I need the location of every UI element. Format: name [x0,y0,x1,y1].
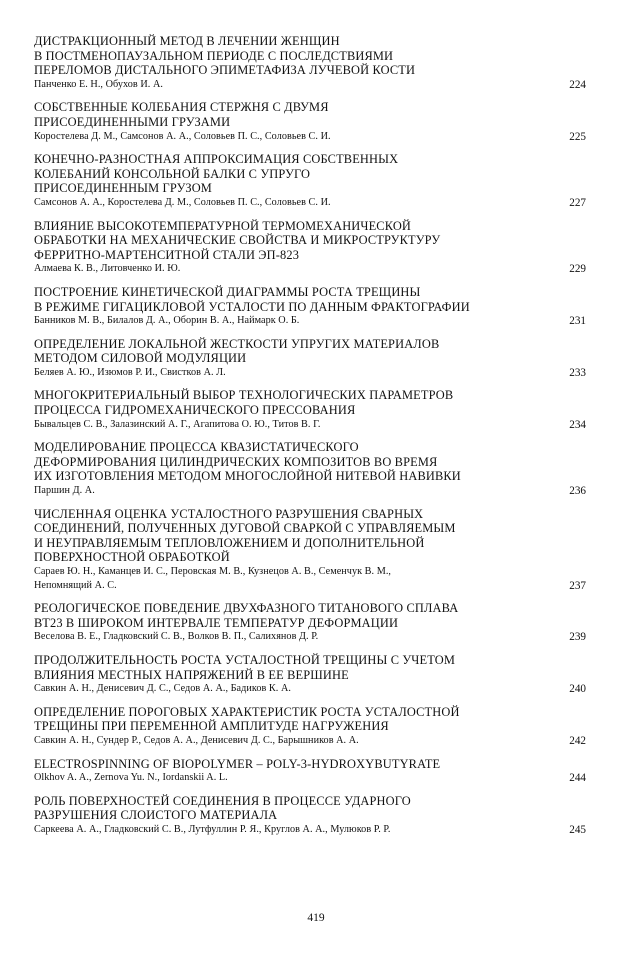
toc-entry[interactable] [34,337,586,380]
toc-entry-page-number: 237 [569,579,586,592]
toc-entry-title-line: ЧИСЛЕННАЯ ОЦЕНКА УСТАЛОСТНОГО РАЗРУШЕНИЯ СВАРНЫХ [34,506,424,521]
toc-entry-title-line: ПРОДОЛЖИТЕЛЬНОСТЬ РОСТА УСТАЛОСТНОЙ ТРЕЩИНЫ С УЧЕТОМ [34,652,456,667]
toc-entry-authors: Паршин Д. А. [34,485,95,497]
toc-entry[interactable] [34,152,586,209]
toc-entry-texts [34,705,552,748]
toc-entry[interactable] [34,219,586,276]
toc-entry-title-line: В ПОСТМЕНОПАУЗАЛЬНОМ ПЕРИОДЕ С ПОСЛЕДСТВИЯМИ [34,48,394,63]
toc-entry-title-line: ПРИСОЕДИНЕННЫМ ГРУЗОМ [34,181,212,196]
toc-entry-title-line: ОПРЕДЕЛЕНИЕ ПОРОГОВЫХ ХАРАКТЕРИСТИК РОСТА УСТАЛОСТНОЙ [34,704,460,719]
toc-entry[interactable] [34,601,586,644]
toc-entry-title-line: ВЛИЯНИЯ МЕСТНЫХ НАПРЯЖЕНИЙ В ЕЕ ВЕРШИНЕ [34,667,349,682]
toc-entry-authors: Бывальцев С. В., Залазинский А. Г., Агапитова О. Ю., Титов В. Г. [34,418,321,430]
toc-entry-page-number: 244 [569,772,586,785]
toc-entry[interactable] [34,34,586,91]
toc-entry-title-line: В РЕЖИМЕ ГИГАЦИКЛОВОЙ УСТАЛОСТИ ПО ДАННЫМ ФРАКТОГРАФИИ [34,299,470,314]
toc-entry-page-number: 229 [569,263,586,276]
toc-entry-title-line: СОБСТВЕННЫЕ КОЛЕБАНИЯ СТЕРЖНЯ С ДВУМЯ [34,100,329,115]
toc-entry-title-line: ОПРЕДЕЛЕНИЕ ЛОКАЛЬНОЙ ЖЕСТКОСТИ УПРУГИХ МАТЕРИАЛОВ [34,336,440,351]
toc-entry-title-line: ДИСТРАКЦИОННЫЙ МЕТОД В ЛЕЧЕНИИ ЖЕНЩИН [34,34,340,48]
toc-entry-title-line: КОЛЕБАНИЙ КОНСОЛЬНОЙ БАЛКИ С УПРУГО [34,166,311,181]
toc-entry-authors: Панченко Е. Н., Обухов И. А. [34,78,163,90]
toc-entry[interactable] [34,100,586,143]
toc-entry-page-number: 245 [569,823,586,836]
toc-entry-title-line: ВТ23 В ШИРОКОМ ИНТЕРВАЛЕ ТЕМПЕРАТУР ДЕФОРМАЦИИ [34,615,399,630]
toc-entry-authors: Веселова В. Е., Гладковский С. В., Волков В. П., Салихянов Д. Р. [34,631,319,643]
toc-entry[interactable] [34,440,586,497]
toc-entry-title-line: МНОГОКРИТЕРИАЛЬНЫЙ ВЫБОР ТЕХНОЛОГИЧЕСКИХ ПАРАМЕТРОВ [34,388,454,403]
toc-entry[interactable] [34,653,586,696]
toc-entry-title-line: МОДЕЛИРОВАНИЕ ПРОЦЕССА КВАЗИСТАТИЧЕСКОГО [34,440,359,455]
toc-entry-title-line: ТРЕЩИНЫ ПРИ ПЕРЕМЕННОЙ АМПЛИТУДЕ НАГРУЖЕНИЯ [34,719,389,734]
toc-entry-title-line: ВЛИЯНИЕ ВЫСОКОТЕМПЕРАТУРНОЙ ТЕРМОМЕХАНИЧЕСКОЙ [34,218,412,233]
toc-entry-texts [34,440,552,497]
toc-entry-page-number: 240 [569,683,586,696]
toc-entry-title-line: ПРОЦЕССА ГИДРОМЕХАНИЧЕСКОГО ПРЕССОВАНИЯ [34,403,356,418]
toc-entry-page-number: 234 [569,418,586,431]
toc-entry-authors: Банников М. В., Билалов Д. А., Оборин В. А., Наймарк О. Б. [34,315,300,327]
toc-entry-title-line: РЕОЛОГИЧЕСКОЕ ПОВЕДЕНИЕ ДВУХФАЗНОГО ТИТАНОВОГО СПЛАВА [34,601,459,616]
toc-entry-authors: Алмаева К. В., Литовченко И. Ю. [34,263,181,275]
table-of-contents [34,34,586,837]
toc-entry-title-line: ELECTROSPINNING OF BIOPOLYMER – POLY-3-HYDROXYBUTYRATE [34,756,441,771]
toc-entry-texts [34,757,552,785]
toc-entry-authors-continued: Непомнящий А. С. [34,579,117,591]
toc-entry[interactable] [34,507,586,593]
toc-entry-page-number: 242 [569,734,586,747]
toc-entry-title-line: ПОВЕРХНОСТНОЙ ОБРАБОТКОЙ [34,550,230,565]
toc-entry-title-line: РОЛЬ ПОВЕРХНОСТЕЙ СОЕДИНЕНИЯ В ПРОЦЕССЕ УДАРНОГО [34,793,411,808]
toc-entry-title-line: ИХ ИЗГОТОВЛЕНИЯ МЕТОДОМ МНОГОСЛОЙНОЙ НИТЕВОЙ НАВИВКИ [34,469,461,484]
toc-entry-texts [34,219,552,276]
toc-entry-texts [34,34,552,91]
toc-entry[interactable] [34,388,586,431]
toc-entry-page-number: 231 [569,315,586,328]
toc-entry[interactable] [34,757,586,785]
toc-entry-title-line: ПЕРЕЛОМОВ ДИСТАЛЬНОГО ЭПИМЕТАФИЗА ЛУЧЕВОЙ КОСТИ [34,63,416,78]
toc-entry-texts [34,601,552,644]
toc-entry[interactable] [34,794,586,837]
toc-entry-authors: Коростелева Д. М., Самсонов А. А., Соловьев П. С., Соловьев С. И. [34,130,331,142]
toc-entry-texts [34,285,552,328]
toc-entry-title-line: КОНЕЧНО-РАЗНОСТНАЯ АППРОКСИМАЦИЯ СОБСТВЕННЫХ [34,152,399,167]
toc-entry-title-line: ОБРАБОТКИ НА МЕХАНИЧЕСКИЕ СВОЙСТВА И МИКРОСТРУКТУРУ [34,233,441,248]
toc-entry-authors: Беляев А. Ю., Изюмов Р. И., Свистков А. Л. [34,366,226,378]
toc-entry-texts [34,337,552,380]
toc-entry-page-number: 227 [569,196,586,209]
toc-entry-page-number: 225 [569,130,586,143]
toc-entry-authors: Савкин А. Н., Сундер Р., Седов А. А., Денисевич Д. С., Барышников А. А. [34,734,359,746]
toc-entry[interactable] [34,705,586,748]
toc-entry-page-number: 233 [569,366,586,379]
toc-entry-title-line: ДЕФОРМИРОВАНИЯ ЦИЛИНДРИЧЕСКИХ КОМПОЗИТОВ ВО ВРЕМЯ [34,454,438,469]
toc-entry-title-line: РАЗРУШЕНИЯ СЛОИСТОГО МАТЕРИАЛА [34,808,278,823]
toc-entry-title-line: ПОСТРОЕНИЕ КИНЕТИЧЕСКОЙ ДИАГРАММЫ РОСТА ТРЕЩИНЫ [34,284,421,299]
toc-entry-texts [34,388,552,431]
toc-entry-texts [34,100,552,143]
toc-entry-title-line: И НЕУПРАВЛЯЕМЫМ ТЕПЛОВЛОЖЕНИЕМ И ДОПОЛНИТЕЛЬНОЙ [34,535,425,550]
toc-entry[interactable] [34,285,586,328]
toc-entry-title-line: СОЕДИНЕНИЙ, ПОЛУЧЕННЫХ ДУГОВОЙ СВАРКОЙ С УПРАВЛЯЕМЫМ [34,521,456,536]
toc-entry-title-line: МЕТОДОМ СИЛОВОЙ МОДУЛЯЦИИ [34,351,247,366]
toc-entry-texts [34,794,552,837]
toc-entry-authors: Olkhov A. A., Zernova Yu. N., Iordanskii A. L. [34,772,228,784]
toc-entry-authors: Сараев Ю. Н., Каманцев И. С., Перовская М. В., Кузнецов А. В., Семенчук В. М., [34,566,392,577]
toc-entry-page-number: 239 [569,631,586,644]
toc-entry-title-line: ФЕРРИТНО-МАРТЕНСИТНОЙ СТАЛИ ЭП-823 [34,247,300,262]
toc-entry-page-number: 224 [569,78,586,91]
toc-entry-texts [34,507,552,593]
toc-entry-authors: Самсонов А. А., Коростелева Д. М., Соловьев П. С., Соловьев С. И. [34,196,331,208]
toc-entry-texts [34,653,552,696]
toc-entry-page-number: 236 [569,485,586,498]
page-folio: 419 [307,912,325,924]
toc-entry-texts [34,152,552,209]
toc-entry-authors: Саркеева А. А., Гладковский С. В., Лутфуллин Р. Я., Круглов А. А., Мулюков Р. Р. [34,823,391,835]
toc-entry-authors: Савкин А. Н., Денисевич Д. С., Седов А. А., Бадиков К. А. [34,683,291,695]
toc-entry-title-line: ПРИСОЕДИНЕННЫМИ ГРУЗАМИ [34,114,231,129]
